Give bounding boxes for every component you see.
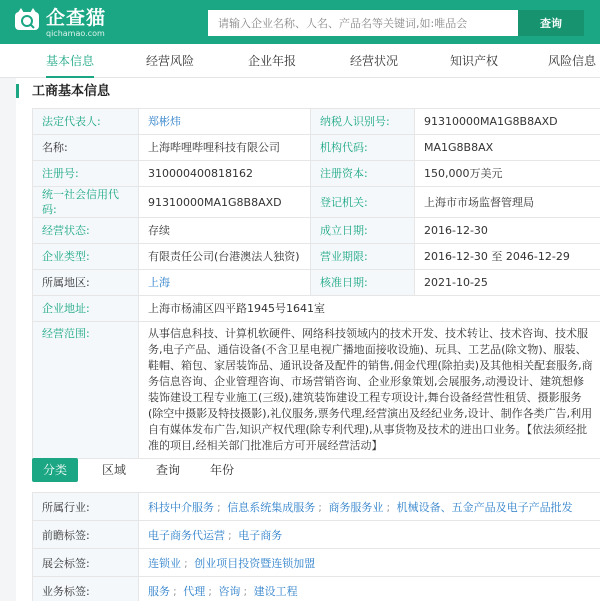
taxpayer-id-value: 91310000MA1G8B8AXD	[415, 109, 600, 135]
search-button[interactable]: 查询	[518, 10, 584, 36]
logo-domain: qichamao.com	[46, 29, 105, 38]
tag-link[interactable]: 代理	[183, 584, 206, 598]
industry-label: 所属行业:	[33, 493, 139, 521]
name-value: 上海哔哩哔哩科技有限公司	[139, 135, 311, 161]
tag-link[interactable]: 科技中介服务	[148, 500, 214, 514]
scope-label: 经营范围:	[33, 322, 139, 459]
table-row	[33, 549, 600, 577]
table-row	[33, 322, 600, 459]
main-nav	[0, 44, 600, 78]
reg-no-value: 310000400818162	[139, 161, 311, 187]
tag-link[interactable]: 服务	[148, 584, 170, 598]
founded-label: 成立日期:	[311, 218, 415, 244]
cat-logo-icon	[14, 8, 40, 32]
reg-no-label: 注册号:	[33, 161, 139, 187]
table-row	[33, 296, 600, 322]
category-table	[32, 492, 600, 601]
tag-link[interactable]: 信息系统集成服务	[227, 500, 316, 514]
legal-rep-label: 法定代表人:	[33, 109, 139, 135]
region-label: 所属地区:	[33, 270, 139, 296]
table-row	[33, 135, 600, 161]
top-header	[0, 0, 600, 44]
tag-link[interactable]: 连锁业	[148, 556, 181, 570]
nav-operation-status[interactable]: 经营状况	[349, 54, 398, 68]
reg-capital-label: 注册资本:	[311, 161, 415, 187]
site-logo[interactable]	[14, 6, 134, 40]
period-value: 2016-12-30 至 2046-12-29	[415, 244, 600, 270]
name-label: 名称:	[33, 135, 139, 161]
reg-authority-value: 上海市市场监督管理局	[415, 187, 600, 218]
reg-capital-value: 150,000万美元	[415, 161, 600, 187]
front-tags: 电子商务代运营 ; 电子商务	[139, 521, 600, 549]
tag-link[interactable]: 商务服务业	[328, 500, 384, 514]
table-row	[33, 109, 600, 135]
tab-query[interactable]: 查询	[155, 463, 180, 477]
credit-code-value: 91310000MA1G8B8AXD	[139, 187, 311, 218]
table-row	[33, 521, 600, 549]
address-label: 企业地址:	[33, 296, 139, 322]
industry-tags: 科技中介服务 ; 信息系统集成服务 ; 商务服务业 ; 机械设备、五金产品及电子产品批发	[139, 493, 600, 521]
founded-value: 2016-12-30	[415, 218, 600, 244]
type-value: 有限责任公司(台港澳法人独资)	[139, 244, 311, 270]
period-label: 营业期限:	[311, 244, 415, 270]
front-label: 前瞻标签:	[33, 521, 139, 549]
status-label: 经营状态:	[33, 218, 139, 244]
table-row	[33, 187, 600, 218]
show-tags: 连锁业 ; 创业项目投资暨连锁加盟	[139, 549, 600, 577]
nav-risk-info[interactable]: 风险信息	[547, 54, 596, 68]
logo-text: 企查猫	[46, 7, 107, 29]
section-title: 工商基本信息	[32, 84, 111, 99]
tag-link[interactable]: 创业项目投资暨连锁加盟	[194, 556, 316, 570]
approval-value: 2021-10-25	[415, 270, 600, 296]
approval-label: 核准日期:	[311, 270, 415, 296]
main-content	[16, 78, 600, 601]
table-row	[33, 161, 600, 187]
tag-link[interactable]: 电子商务代运营	[148, 528, 225, 542]
reg-authority-label: 登记机关:	[311, 187, 415, 218]
status-value: 存续	[139, 218, 311, 244]
table-row	[33, 493, 600, 521]
nav-business-risk[interactable]: 经营风险	[145, 54, 194, 68]
table-row	[33, 577, 600, 601]
credit-code-label: 统一社会信用代码:	[33, 187, 139, 218]
org-code-label: 机构代码:	[311, 135, 415, 161]
show-label: 展会标签:	[33, 549, 139, 577]
region-link[interactable]: 上海	[148, 276, 170, 289]
table-row	[33, 244, 600, 270]
table-row	[33, 218, 600, 244]
business-info-table	[32, 108, 600, 459]
taxpayer-id-label: 纳税人识别号:	[311, 109, 415, 135]
tag-link[interactable]: 机械设备、五金产品及电子产品批发	[396, 500, 573, 514]
nav-annual-report[interactable]: 企业年报	[247, 54, 296, 68]
tab-year[interactable]: 年份	[209, 463, 234, 477]
tag-link[interactable]: 咨询	[218, 584, 241, 598]
nav-basic-info[interactable]: 基本信息	[30, 44, 110, 78]
section-accent-bar	[16, 84, 19, 98]
tag-link[interactable]: 电子商务	[238, 528, 283, 542]
tab-category[interactable]: 分类	[32, 458, 78, 482]
biz-tags: 服务 ; 代理 ; 咨询 ; 建设工程	[139, 577, 600, 601]
search-input[interactable]	[208, 10, 518, 36]
legal-rep-link[interactable]: 郑彬炜	[148, 115, 181, 128]
scope-value: 从事信息科技、计算机软硬件、网络科技领域内的技术开发、技术转让、技术咨询、技术服务,电子产品、通信设备(不含卫星电视广播地面接收设施)、玩具、工艺品(除文物)、服装、鞋帽、箱包、家居装饰品、通讯设备及配件的销售,佣金代理(除拍卖)及其他相关配套服务,商务信息咨询、企业管理咨询、市场营销咨询、企业形象策划,会展服务,动漫设计、建筑想修装饰建设工程专业施工(三级),建筑装饰建设工程专项设计,舞台设备经营性租赁、摄影服务(除空中摄影及特技摄影),礼仪服务,票务代理,经营演出及经纪业务,设计、制作各类广告,利用自有媒体发布广告,知识产权代理(除专利代理),从事货物及技术的进出口业务。【依法须经批准的项目,经相关部门批准后方可开展经营活动】	[139, 322, 600, 459]
biz-label: 业务标签:	[33, 577, 139, 601]
tag-link[interactable]: 建设工程	[253, 584, 298, 598]
tab-region[interactable]: 区域	[101, 463, 126, 477]
table-row	[33, 270, 600, 296]
type-label: 企业类型:	[33, 244, 139, 270]
address-value: 上海市杨浦区四平路1945号1641室	[139, 296, 600, 322]
org-code-value: MA1G8B8AX	[415, 135, 600, 161]
nav-intellectual-property[interactable]: 知识产权	[449, 54, 498, 68]
